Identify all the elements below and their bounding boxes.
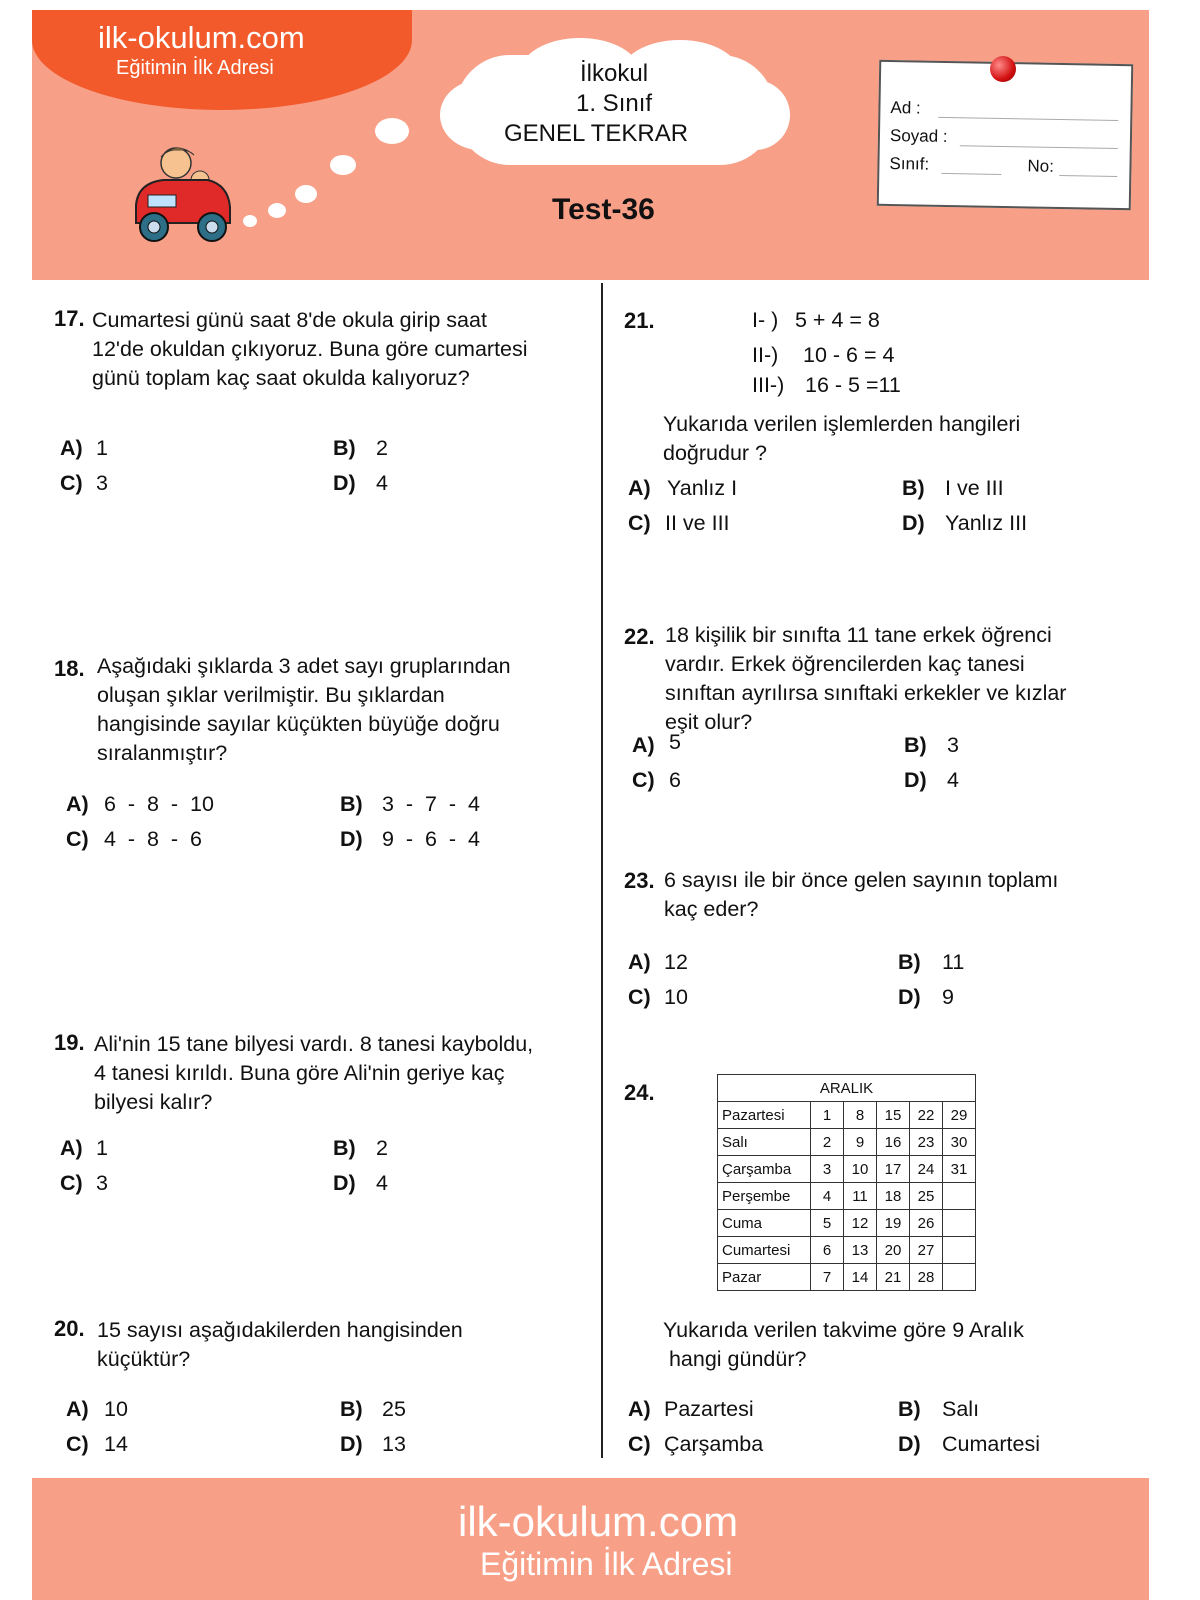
calendar-date-cell: 2 (811, 1129, 844, 1156)
calendar-date-cell (943, 1237, 976, 1264)
q24-option-a-label[interactable]: A) (628, 1397, 651, 1421)
q18-line: sıralanmıştır? (97, 741, 228, 765)
calendar-day-name: Cuma (718, 1210, 811, 1237)
calendar-date-cell: 4 (811, 1183, 844, 1210)
q22-line: sınıftan ayrılırsa sınıftaki erkekler ve kızlar (665, 681, 1067, 705)
title-school-level: İlkokul (580, 60, 649, 87)
calendar-date-cell: 30 (943, 1129, 976, 1156)
q21-op2-expr: 10 - 6 = 4 (803, 343, 895, 367)
q23-option-a-label[interactable]: A) (628, 950, 651, 974)
q19-option-b-label[interactable]: B) (333, 1136, 356, 1160)
column-divider (601, 283, 603, 1458)
calendar-date-cell: 24 (910, 1156, 943, 1183)
q18-option-a-value[interactable]: 6 - 8 - 10 (104, 792, 214, 816)
q21-line: doğrudur ? (663, 441, 767, 465)
cloud-puff (330, 155, 356, 175)
car-illustration (128, 135, 238, 250)
q24-option-c-label[interactable]: C) (628, 1432, 651, 1456)
q24-option-d-value[interactable]: Cumartesi (942, 1432, 1040, 1456)
cloud-puff (375, 118, 409, 144)
q19-option-d-label[interactable]: D) (333, 1171, 356, 1195)
q22-text (665, 621, 1066, 737)
cloud-puff (268, 203, 286, 218)
q17-option-c-label[interactable]: C) (60, 471, 83, 495)
q24-option-c-value[interactable]: Çarşamba (664, 1432, 764, 1456)
q18-option-d-label[interactable]: D) (340, 827, 363, 851)
q21-option-a-label[interactable]: A) (628, 476, 651, 500)
cloud-puff (295, 185, 317, 203)
q21-op1-key: I- ) (752, 308, 779, 332)
calendar-date-cell: 31 (943, 1156, 976, 1183)
q22-option-d-label[interactable]: D) (904, 768, 927, 792)
q22-option-d-value[interactable]: 4 (947, 768, 959, 792)
q24-option-a-value[interactable]: Pazartesi (664, 1397, 754, 1421)
q24-option-d-label[interactable]: D) (898, 1432, 921, 1456)
q17-option-a-label[interactable]: A) (60, 436, 83, 460)
q23-line: 6 sayısı ile bir önce gelen sayının toplamı (664, 868, 1059, 892)
q17-option-d-label[interactable]: D) (333, 471, 356, 495)
q23-option-b-value[interactable]: 11 (942, 950, 965, 974)
q23-text (664, 866, 1058, 924)
q21-option-a-value[interactable]: Yanlız I (667, 476, 738, 500)
calendar-date-cell: 9 (844, 1129, 877, 1156)
q22-option-a-value[interactable]: 5 (669, 730, 681, 754)
q22-option-b-label[interactable]: B) (904, 733, 927, 757)
q17-option-b-label[interactable]: B) (333, 436, 356, 460)
logo-site: ilk-okulum.com (98, 20, 305, 55)
q24-option-b-label[interactable]: B) (898, 1397, 921, 1421)
card-sinif-line (941, 173, 1001, 175)
calendar-date-cell: 1 (811, 1102, 844, 1129)
cloud-puff (243, 215, 257, 227)
q21-option-c-value[interactable]: II ve III (665, 511, 730, 535)
calendar-date-cell: 7 (811, 1264, 844, 1291)
q24-option-b-value[interactable]: Salı (942, 1397, 980, 1421)
q21-op3-expr: 16 - 5 =11 (805, 373, 901, 397)
q18-option-d-value[interactable]: 9 - 6 - 4 (382, 827, 480, 851)
q22-line: 18 kişilik bir sınıfta 11 tane erkek öğrenci (665, 623, 1052, 647)
calendar-date-cell: 10 (844, 1156, 877, 1183)
q17-text (92, 306, 528, 393)
calendar-date-cell: 17 (877, 1156, 910, 1183)
q22-option-c-label[interactable]: C) (632, 768, 655, 792)
q21-op3-key: III-) (752, 373, 785, 397)
q19-option-a-value[interactable]: 1 (96, 1136, 108, 1160)
calendar-row (718, 1264, 976, 1291)
cloud-puff (720, 80, 790, 150)
calendar-date-cell: 29 (943, 1102, 976, 1129)
q18-line: hangisinde sayılar küçükten büyüğe doğru (97, 712, 500, 736)
calendar-date-cell: 28 (910, 1264, 943, 1291)
q20-option-c-value[interactable]: 14 (104, 1432, 128, 1456)
q18-option-c-label[interactable]: C) (66, 827, 89, 851)
card-ad-label: Ad : (890, 97, 921, 118)
card-no-label: No: (1027, 156, 1055, 176)
pin-icon (990, 56, 1016, 82)
q20-line: 15 sayısı aşağıdakilerden hangisinden (97, 1318, 463, 1342)
calendar-day-name: Pazar (718, 1264, 811, 1291)
calendar-day-name: Cumartesi (718, 1237, 811, 1264)
calendar-date-cell: 5 (811, 1210, 844, 1237)
q20-option-a-label[interactable]: A) (66, 1397, 89, 1421)
calendar-date-cell (943, 1264, 976, 1291)
q19-text (94, 1030, 533, 1117)
q17-line: 12'de okuldan çıkıyoruz. Buna göre cumartesi (92, 337, 528, 361)
q18-option-b-value[interactable]: 3 - 7 - 4 (382, 792, 480, 816)
calendar-date-cell: 11 (844, 1183, 877, 1210)
card-soyad-line (960, 145, 1118, 149)
q22-line: vardır. Erkek öğrencilerden kaç tanesi (665, 652, 1025, 676)
q21-option-d-value[interactable]: Yanlız III (945, 511, 1028, 535)
q18-line: oluşan şıklar verilmiştir. Bu şıklardan (97, 683, 445, 707)
card-no-line (1059, 175, 1117, 177)
calendar-date-cell: 6 (811, 1237, 844, 1264)
q21-option-b-label[interactable]: B) (902, 476, 925, 500)
q17-option-b-value[interactable]: 2 (376, 436, 388, 460)
q19-line: bilyesi kalır? (94, 1090, 213, 1114)
student-info-card (877, 60, 1134, 210)
q24-line: hangi gündür? (663, 1347, 807, 1371)
q17-option-d-value[interactable]: 4 (376, 471, 388, 495)
q21-number: 21. (624, 308, 655, 333)
q24-number: 24. (624, 1080, 655, 1105)
calendar-row (718, 1156, 976, 1183)
calendar-table (717, 1074, 976, 1291)
calendar-date-cell: 8 (844, 1102, 877, 1129)
q19-option-d-value[interactable]: 4 (376, 1171, 388, 1195)
q20-option-d-value[interactable]: 13 (382, 1432, 406, 1456)
q19-option-c-value[interactable]: 3 (96, 1171, 108, 1195)
q19-line: 4 tanesi kırıldı. Buna göre Ali'nin geriye kaç (94, 1061, 505, 1085)
calendar-date-cell: 22 (910, 1102, 943, 1129)
q23-option-c-label[interactable]: C) (628, 985, 651, 1009)
q19-option-a-label[interactable]: A) (60, 1136, 83, 1160)
q19-option-b-value[interactable]: 2 (376, 1136, 388, 1160)
test-title: Test-36 (552, 193, 655, 226)
q19-number: 19. (54, 1030, 85, 1055)
q20-option-b-value[interactable]: 25 (382, 1397, 406, 1421)
q23-option-d-value[interactable]: 9 (942, 985, 954, 1009)
calendar-date-cell: 26 (910, 1210, 943, 1237)
q22-number: 22. (624, 624, 655, 649)
q20-option-c-label[interactable]: C) (66, 1432, 89, 1456)
calendar-month: ARALIK (718, 1075, 976, 1102)
calendar-day-name: Perşembe (718, 1183, 811, 1210)
q21-option-d-label[interactable]: D) (902, 511, 925, 535)
calendar-day-name: Salı (718, 1129, 811, 1156)
q17-option-a-value[interactable]: 1 (96, 436, 108, 460)
footer-slogan: Eğitimin İlk Adresi (480, 1546, 733, 1582)
q21-text (663, 410, 1020, 468)
calendar-date-cell: 15 (877, 1102, 910, 1129)
calendar-date-cell: 21 (877, 1264, 910, 1291)
q18-option-b-label[interactable]: B) (340, 792, 363, 816)
q21-line: Yukarıda verilen işlemlerden hangileri (663, 412, 1021, 436)
q21-op1-expr: 5 + 4 = 8 (795, 308, 880, 332)
q21-option-c-label[interactable]: C) (628, 511, 651, 535)
q24-text (663, 1316, 1024, 1374)
card-sinif-label: Sınıf: (889, 153, 930, 174)
q24-line: Yukarıda verilen takvime göre 9 Aralık (663, 1318, 1024, 1342)
q20-option-a-value[interactable]: 10 (104, 1397, 128, 1421)
q22-option-b-value[interactable]: 3 (947, 733, 959, 757)
calendar-row (718, 1183, 976, 1210)
calendar-date-cell: 3 (811, 1156, 844, 1183)
calendar-date-cell: 23 (910, 1129, 943, 1156)
footer-site: ilk-okulum.com (458, 1498, 739, 1545)
calendar-date-cell: 12 (844, 1210, 877, 1237)
q19-line: Ali'nin 15 tane bilyesi vardı. 8 tanesi kayboldu, (94, 1032, 534, 1056)
q17-option-c-value[interactable]: 3 (96, 471, 108, 495)
calendar-date-cell: 25 (910, 1183, 943, 1210)
calendar-date-cell (943, 1210, 976, 1237)
calendar-date-cell: 14 (844, 1264, 877, 1291)
q21-option-b-value[interactable]: I ve III (945, 476, 1004, 500)
q18-line: Aşağıdaki şıklarda 3 adet sayı gruplarından (97, 654, 511, 678)
calendar-day-name: Pazartesi (718, 1102, 811, 1129)
q23-option-d-label[interactable]: D) (898, 985, 921, 1009)
q18-option-a-label[interactable]: A) (66, 792, 89, 816)
calendar-date-cell: 20 (877, 1237, 910, 1264)
calendar-date-cell: 18 (877, 1183, 910, 1210)
q18-text (97, 652, 511, 768)
calendar-date-cell (943, 1183, 976, 1210)
q22-option-a-label[interactable]: A) (632, 733, 655, 757)
calendar-row (718, 1102, 976, 1129)
q18-option-c-value[interactable]: 4 - 8 - 6 (104, 827, 202, 851)
calendar-row (718, 1237, 976, 1264)
q19-option-c-label[interactable]: C) (60, 1171, 83, 1195)
card-ad-line (938, 117, 1118, 121)
q23-option-b-label[interactable]: B) (898, 950, 921, 974)
calendar-row (718, 1129, 976, 1156)
title-grade: 1. Sınıf (576, 90, 653, 117)
q20-text (97, 1316, 463, 1374)
q22-line: eşit olur? (665, 710, 753, 734)
q22-option-c-value[interactable]: 6 (669, 768, 681, 792)
q21-op2-key: II-) (752, 343, 779, 367)
q17-number: 17. (54, 306, 85, 331)
card-soyad-label: Soyad : (889, 125, 948, 146)
calendar-date-cell: 13 (844, 1237, 877, 1264)
calendar-day-name: Çarşamba (718, 1156, 811, 1183)
title-subject: GENEL TEKRAR (504, 120, 689, 147)
q23-option-a-value[interactable]: 12 (664, 950, 688, 974)
q23-option-c-value[interactable]: 10 (664, 985, 688, 1009)
logo-slogan: Eğitimin İlk Adresi (116, 57, 274, 79)
calendar-date-cell: 16 (877, 1129, 910, 1156)
calendar-row (718, 1210, 976, 1237)
q20-line: küçüktür? (97, 1347, 191, 1371)
q18-number: 18. (54, 656, 85, 681)
q23-line: kaç eder? (664, 897, 759, 921)
q23-number: 23. (624, 868, 655, 893)
q17-line: Cumartesi günü saat 8'de okula girip saat (92, 308, 487, 332)
q20-option-b-label[interactable]: B) (340, 1397, 363, 1421)
q20-number: 20. (54, 1316, 85, 1341)
calendar-date-cell: 19 (877, 1210, 910, 1237)
calendar-date-cell: 27 (910, 1237, 943, 1264)
q20-option-d-label[interactable]: D) (340, 1432, 363, 1456)
q17-line: günü toplam kaç saat okulda kalıyoruz? (92, 366, 470, 390)
